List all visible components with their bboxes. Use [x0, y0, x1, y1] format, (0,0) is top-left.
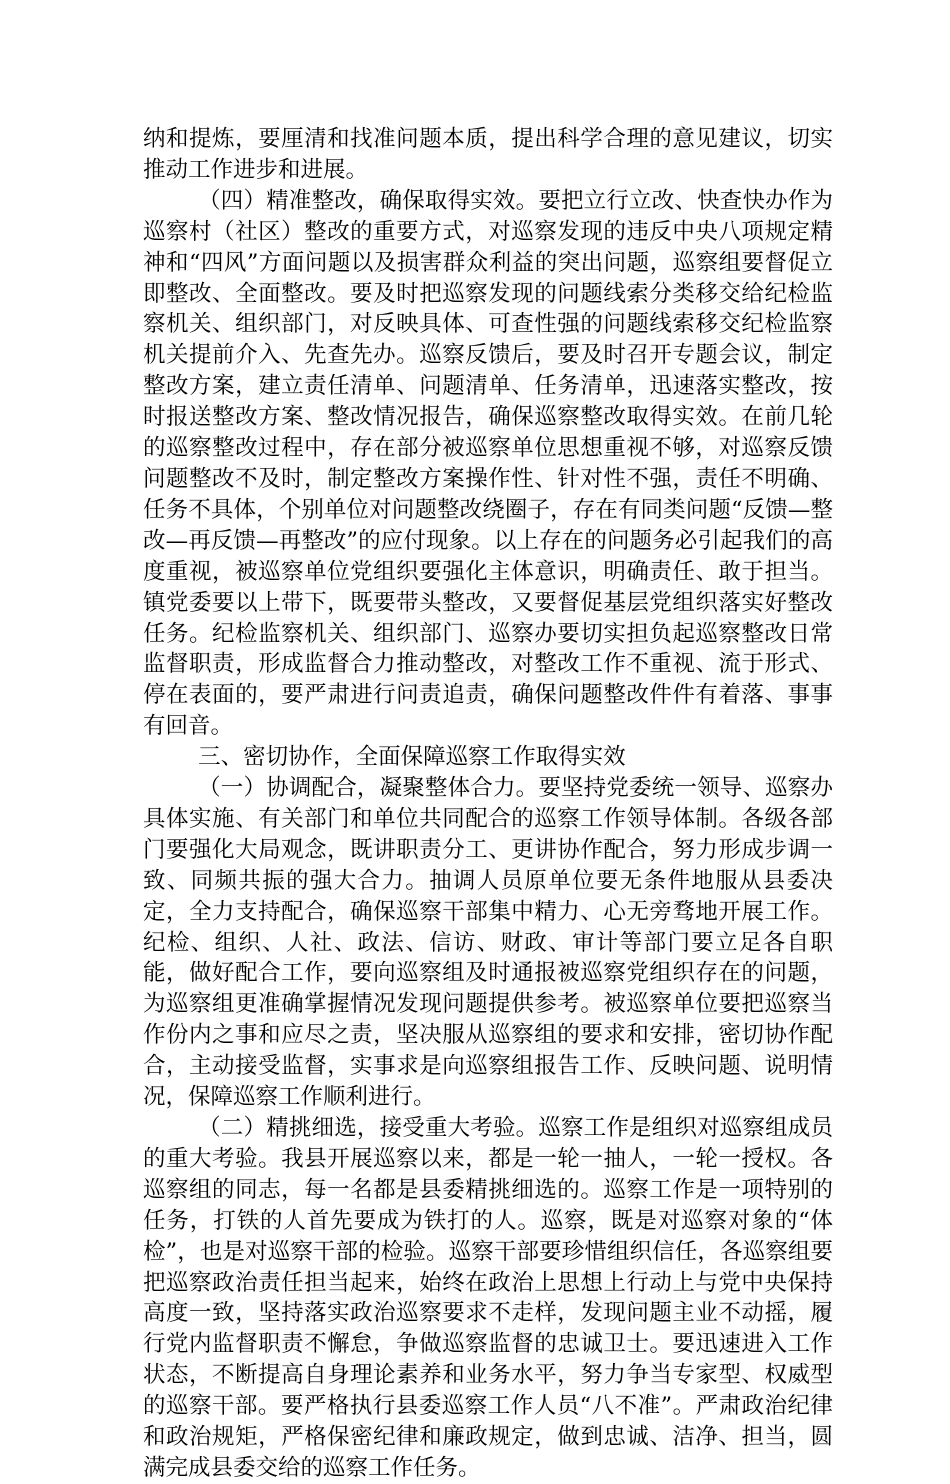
- paragraph-subsection-2: （二）精挑细选，接受重大考验。巡察工作是组织对巡察组成员的重大考验。我县开展巡察以来，都是一轮一抽人，一轮一授权。各巡察组的同志，每一名都是县委精挑细选的。巡察工作是一项特别的任务，打铁的人首先要成为铁打的人。巡察，既是对巡察对象的“体检”，也是对巡察干部的检验。巡察干部要珍惜组织信任，各巡察组要把巡察政治责任担当起来，始终在政治上思想上行动上与党中央保持高度一致，坚持落实政治巡察要求不走样，发现问题主业不动摇，履行党内监督职责不懈怠，争做巡察监督的忠诚卫士。要迅速进入工作状态，不断提高自身理论素养和业务水平，努力争当专家型、权威型的巡察干部。要严格执行县委巡察工作人员“八不准”。严肃政治纪律和政治规矩，严格保密纪律和廉政规定，做到忠诚、洁净、担当，圆满完成县委交给的巡察工作任务。: [143, 1115, 833, 1481]
- section-heading-3: 三、密切协作，全面保障巡察工作取得实效: [198, 744, 626, 771]
- paragraph-section-4: （四）精准整改，确保取得实效。要把立行立改、快查快办作为巡察村（社区）整改的重要方式，对巡察发现的违反中央八项规定精神和“四风”方面问题以及损害群众利益的突出问题，巡察组要督促立即整改、全面整改。要及时把巡察发现的问题线索分类移交给纪检监察机关、组织部门，对反映具体、可查性强的问题线索移交纪检监察机关提前介入、先查先办。巡察反馈后，要及时召开专题会议，制定整改方案，建立责任清单、问题清单、任务清单，迅速落实整改，按时报送整改方案、整改情况报告，确保巡察整改取得实效。在前几轮的巡察整改过程中，存在部分被巡察单位思想重视不够，对巡察反馈问题整改不及时，制定整改方案操作性、针对性不强，责任不明确、任务不具体，个别单位对问题整改绕圈子，存在有同类问题“反馈—整改—再反馈—再整改”的应付现象。以上存在的问题务必引起我们的高度重视，被巡察单位党组织要强化主体意识，明确责任、敢于担当。镇党委要以上带下，既要带头整改，又要督促基层党组织落实好整改任务。纪检监察机关、组织部门、巡察办要切实担负起巡察整改日常监督职责，形成监督合力推动整改，对整改工作不重视、流于形式、停在表面的，要严肃进行问责追责，确保问题整改件件有着落、事事有回音。: [143, 187, 833, 740]
- paragraph-continuation: 纳和提炼，要厘清和找准问题本质，提出科学合理的意见建议，切实推动工作进步和进展。: [143, 126, 833, 183]
- paragraph-subsection-1: （一）协调配合，凝聚整体合力。要坚持党委统一领导、巡察办具体实施、有关部门和单位共同配合的巡察工作领导体制。各级各部门要强化大局观念，既讲职责分工、更讲协作配合，努力形成步调一致、同频共振的强大合力。抽调人员原单位要无条件地服从县委决定，全力支持配合，确保巡察干部集中精力、心无旁骛地开展工作。纪检、组织、人社、政法、信访、财政、审计等部门要立足各自职能，做好配合工作，要向巡察组及时通报被巡察党组织存在的问题，为巡察组更准确掌握情况发现问题提供参考。被巡察单位要把巡察当作份内之事和应尽之责，坚决服从巡察组的要求和安排，密切协作配合，主动接受监督，实事求是向巡察组报告工作、反映问题、说明情况，保障巡察工作顺利进行。: [143, 775, 833, 1111]
- document-body: [143, 124, 833, 1484]
